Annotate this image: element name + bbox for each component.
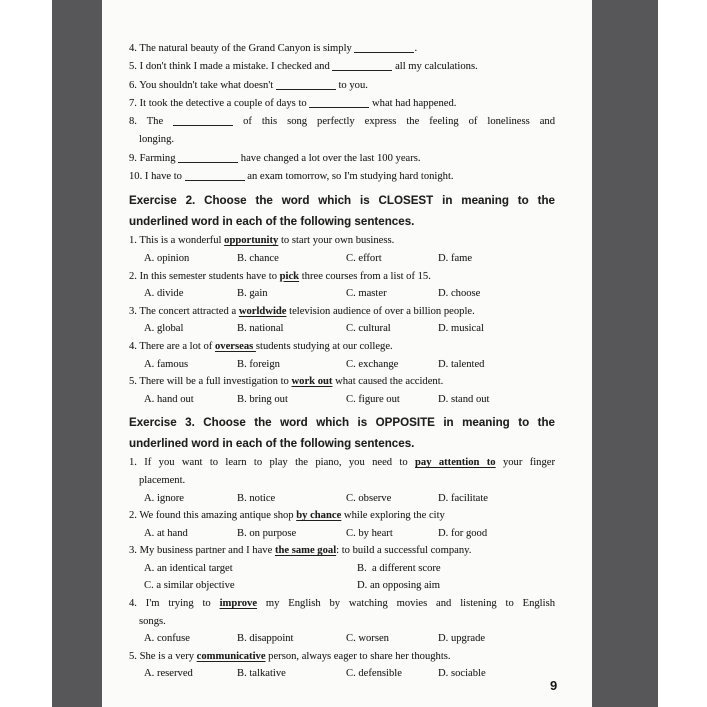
blank-line [276,79,336,90]
underlined-keyword: pick [279,270,300,282]
exercise-heading [129,413,555,454]
answer-option: A. confuse [144,633,190,645]
sentence-continuation-line: placement. [139,474,186,486]
answer-option: B. gain [237,288,268,300]
blank-line [178,152,238,163]
answer-option: B. national [237,323,284,335]
blank-line [354,42,414,53]
sentence-line: 4. The natural beauty of the Grand Canyon is simply . [129,43,418,54]
page-content [129,40,555,683]
exercise-heading-line: underlined word in each of the following sentences. [129,214,415,228]
fill-in-item [129,150,555,168]
answer-option: A. famous [144,358,189,370]
underlined-keyword: worldwide [238,305,287,317]
fill-in-item [129,168,555,186]
sentence-line: 2. We found this amazing antique shop by chance while exploring the city [129,510,445,522]
answer-option: A. global [144,323,184,335]
answer-option: B. chance [237,252,279,264]
exercise-section [129,191,555,408]
answer-option: B. a different score [357,562,441,574]
sentence-line: 4. There are a lot of overseas students studying at our college. [129,340,393,352]
underlined-keyword: work out [291,376,333,388]
sentence-line: 1. If you want to learn to play the piano, you need to pay attention to your finger [129,457,555,469]
page-number: 9 [550,678,558,693]
underlined-keyword: by chance [296,510,342,522]
sentence-line: 10. I have to an exam tomorrow, so I'm studying hard tonight. [129,171,454,183]
blank-line [309,97,369,108]
answer-option: A. opinion [144,252,190,264]
answer-option: D. for good [438,527,488,539]
exercise-heading-line: Exercise 2. Choose the word which is CLOSEST in meaning to the [129,194,555,208]
answer-option: D. talented [438,358,485,370]
answer-option: C. observe [346,492,392,504]
answer-options-row [129,560,555,578]
answer-option: D. sociable [438,668,486,680]
answer-option: D. fame [438,252,473,264]
answer-option: C. by heart [346,527,393,539]
exercise-items [129,232,555,408]
question-item [129,648,555,683]
answer-option: D. upgrade [438,633,486,645]
fill-in-the-blank-section [129,40,555,186]
underlined-keyword: opportunity [224,235,279,247]
question-item [129,542,555,595]
answer-option: C. exchange [346,358,399,370]
fill-in-item [129,113,555,150]
sentence-line: 2. In this semester students have to pick three courses from a list of 15. [129,270,431,282]
sentence-line: 3. My business partner and I have the same goal: to build a successful company. [129,545,472,557]
question-item [129,595,555,648]
answer-options-row [129,285,555,303]
answer-option: D. facilitate [438,492,488,504]
answer-options-row [129,320,555,338]
answer-option: C. cultural [346,323,391,335]
blank-line [185,170,245,181]
answer-option: B. bring out [237,393,288,405]
answer-option: C. a similar objective [144,580,235,592]
sentence-line: 1. This is a wonderful opportunity to start your own business. [129,235,395,247]
answer-options-row [129,490,555,508]
question-item [129,303,555,338]
answer-options-row [129,630,555,648]
sentence-continuation-line: songs. [139,615,166,627]
exercise-heading-line: Exercise 3. Choose the word which is OPPOSITE in meaning to the [129,416,555,430]
document-page [102,0,592,707]
answer-options-row [129,577,555,595]
answer-option: C. master [346,288,387,300]
exercise-heading [129,191,555,232]
answer-options-row [129,391,555,409]
sentence-line: 5. She is a very communicative person, always eager to share her thoughts. [129,650,451,662]
sentence-line: 6. You shouldn't take what doesn't to you. [129,79,368,91]
question-item [129,232,555,267]
answer-options-row [129,356,555,374]
answer-option: A. ignore [144,492,185,504]
answer-option: B. notice [237,492,276,504]
sentence-line: 5. I don't think I made a mistake. I checked and all my calculations. [129,61,478,73]
underlined-keyword: pay attention to [415,457,496,469]
answer-option: C. defensible [346,668,402,680]
answer-option: B. foreign [237,358,280,370]
exercises-container [129,191,555,683]
underlined-keyword: overseas [215,340,256,352]
viewer-background-left [52,0,102,707]
answer-option: B. disappoint [237,633,294,645]
answer-option: D. an opposing aim [357,580,440,592]
viewer-background-right [592,0,658,707]
question-item [129,454,555,507]
sentence-continuation-line: longing. [139,134,175,146]
fill-in-item [129,40,555,58]
answer-option: B. talkative [237,668,286,680]
answer-option: C. effort [346,252,382,264]
answer-option: A. hand out [144,393,194,405]
answer-options-row [129,665,555,683]
answer-option: C. worsen [346,633,389,645]
blank-line [173,115,233,126]
fill-in-item [129,95,555,113]
sentence-line: 9. Farming have changed a lot over the last 100 years. [129,152,421,164]
answer-option: D. choose [438,288,481,300]
underlined-keyword: the same goal [274,545,337,557]
answer-option: A. reserved [144,668,193,680]
sentence-line: 8. The of this song perfectly express the feeling of loneliness and [129,116,555,128]
answer-options-row [129,250,555,268]
answer-options-row [129,525,555,543]
question-item [129,338,555,373]
fill-in-item [129,58,555,76]
answer-option: A. at hand [144,527,188,539]
exercise-section [129,413,555,683]
answer-option: A. an identical target [144,562,233,574]
underlined-keyword: improve [219,598,258,610]
exercise-items [129,454,555,683]
answer-option: C. figure out [346,393,400,405]
question-item [129,507,555,542]
question-item [129,268,555,303]
answer-option: D. musical [438,323,484,335]
underlined-keyword: communicative [196,650,266,662]
answer-option: D. stand out [438,393,490,405]
answer-option: A. divide [144,288,184,300]
sentence-line: 5. There will be a full investigation to work out what caused the accident. [129,376,444,388]
fill-in-item [129,77,555,95]
exercise-heading-line: underlined word in each of the following sentences. [129,436,415,450]
sentence-line: 3. The concert attracted a worldwide television audience of over a billion people. [129,305,475,317]
blank-line [332,60,392,71]
sentence-line: 4. I'm trying to improve my English by watching movies and listening to English [129,598,555,610]
question-item [129,373,555,408]
answer-option: B. on purpose [237,527,297,539]
sentence-line: 7. It took the detective a couple of days to what had happened. [129,97,457,109]
